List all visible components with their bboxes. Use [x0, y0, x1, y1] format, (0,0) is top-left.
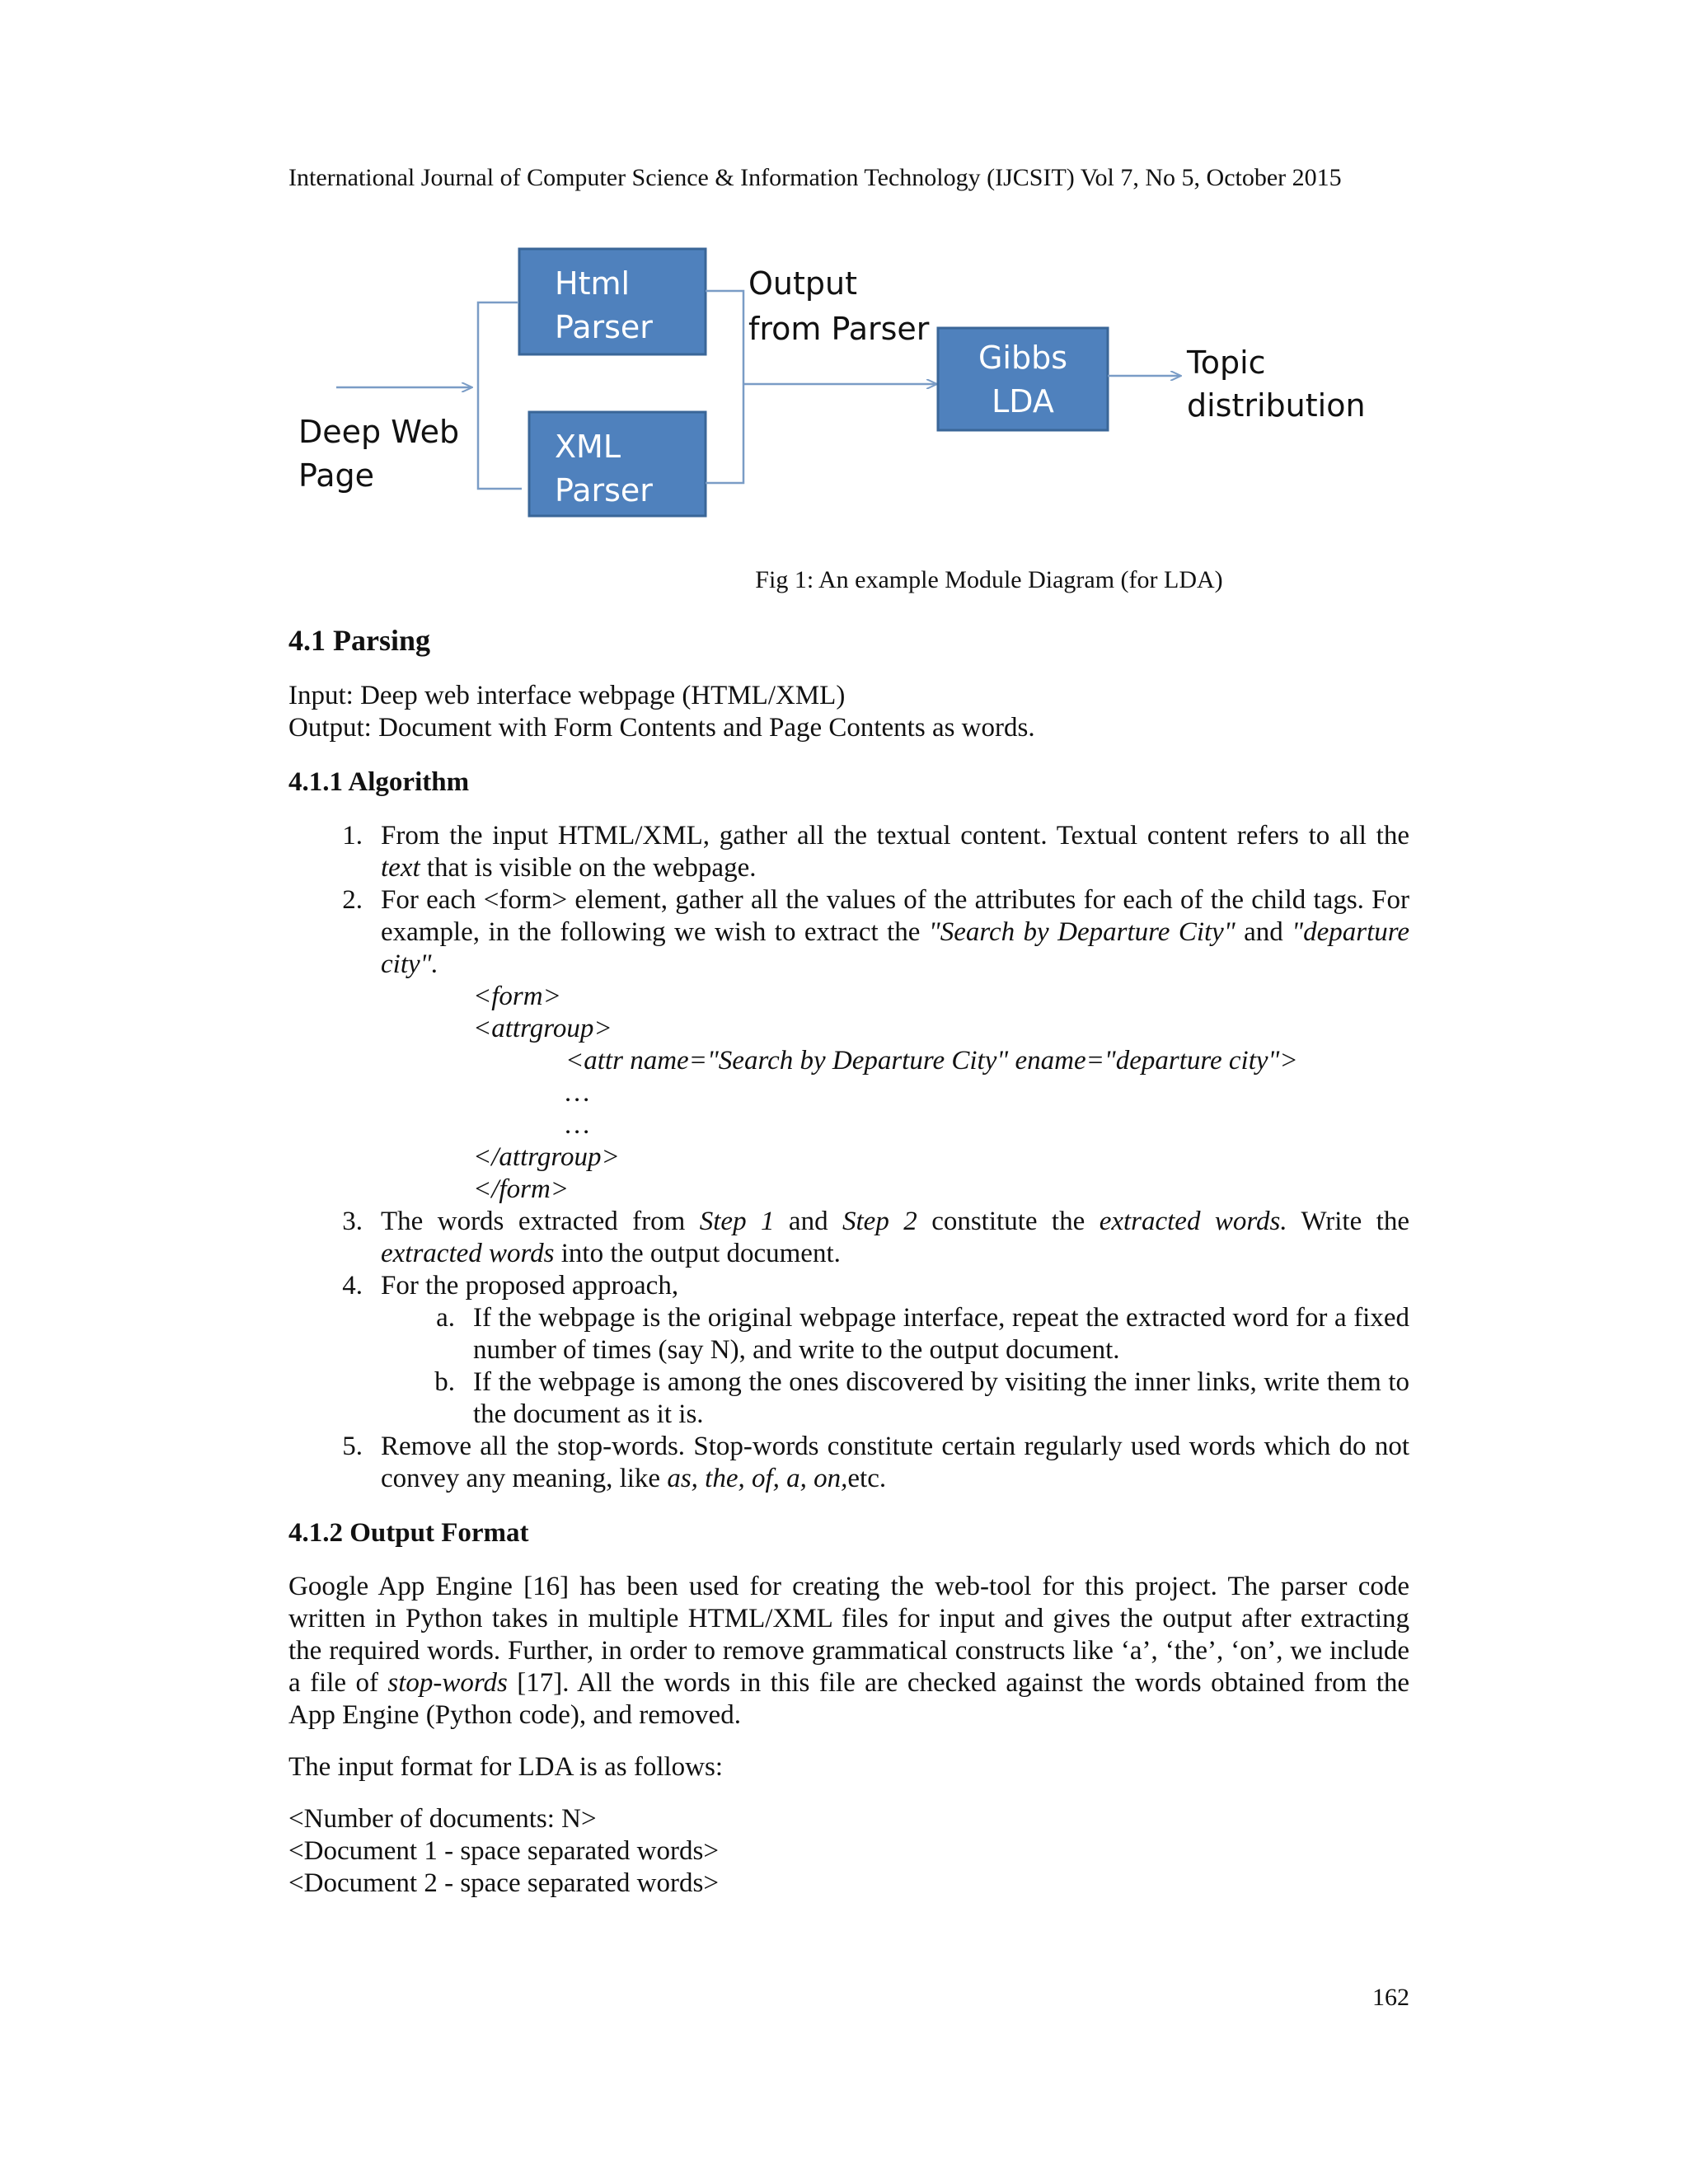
- paragraph-emphasis: stop-words: [387, 1668, 508, 1698]
- step-text: that is visible on the webpage.: [420, 853, 757, 883]
- step-number: 1.: [342, 821, 363, 851]
- algorithm-heading: 4.1.1 Algorithm: [288, 767, 470, 797]
- body-text: [288, 622, 1409, 1900]
- sub-step-letter: a.: [436, 1303, 455, 1333]
- module-diagram-svg: [288, 239, 1409, 527]
- step-text: etc.: [847, 1464, 887, 1493]
- output-format-heading: 4.1.2 Output Format: [288, 1518, 529, 1548]
- step-emphasis: "departure city".: [381, 917, 1409, 979]
- step-emphasis: extracted words: [381, 1239, 555, 1268]
- step-text: constitute the: [917, 1207, 1100, 1236]
- code-line: <attr name="Search by Departure City" ename="departure city">: [565, 1046, 1298, 1076]
- step-emphasis: Step 1: [699, 1207, 775, 1236]
- step-text: and: [774, 1207, 843, 1236]
- sub-step-text: If the webpage is the original webpage interface, repeat the extracted word for a fixed number of times (say N), and write to the output document.: [473, 1303, 1409, 1365]
- sub-step-text: If the webpage is among the ones discovered by visiting the inner links, write them to the document as it is.: [473, 1367, 1409, 1429]
- code-example: [381, 981, 1409, 1206]
- running-header: International Journal of Computer Science & Information Technology (IJCSIT) Vol 7, No 5, October 2015: [288, 164, 1342, 191]
- xml-parser-label-line2: Parser: [555, 472, 653, 509]
- code-line: <form>: [473, 982, 561, 1011]
- algorithm-step: [288, 820, 1409, 884]
- input-line: Input: Deep web interface webpage (HTML/XML): [288, 681, 846, 710]
- figure-caption: Fig 1: An example Module Diagram (for LDA): [755, 566, 1223, 593]
- input-label-line2: Page: [298, 457, 374, 494]
- sub-step: [381, 1366, 1409, 1431]
- step-number: 2.: [342, 885, 363, 915]
- output-line: Output: Document with Form Contents and Page Contents as words.: [288, 713, 1035, 743]
- sub-step-letter: b.: [434, 1367, 455, 1397]
- format-line: <Document 2 - space separated words>: [288, 1868, 719, 1898]
- step-number: 5.: [342, 1432, 363, 1461]
- step-text: into the output document.: [554, 1239, 841, 1268]
- page-number: 162: [1372, 1984, 1409, 2011]
- step-emphasis: as, the, of, a, on,: [667, 1464, 848, 1493]
- section-heading: 4.1 Parsing: [288, 624, 431, 657]
- step-text: The words extracted from: [381, 1207, 700, 1236]
- step-text: Remove all the stop-words. Stop-words constitute certain regularly used words which do not convey any meaning, like: [381, 1432, 1409, 1493]
- module-diagram: [288, 239, 1409, 527]
- algorithm-steps: [288, 820, 1409, 1495]
- algorithm-step: [288, 1270, 1409, 1431]
- step-text: For each <form> element, gather all the values of the attributes for each of the child tags. For example, in the following we wish to extract the: [381, 885, 1409, 947]
- step-emphasis: extracted words.: [1099, 1207, 1287, 1236]
- step-text: For the proposed approach,: [381, 1271, 679, 1301]
- step-emphasis: "Search by Departure City": [928, 917, 1236, 947]
- step-emphasis: Step 2: [842, 1207, 917, 1236]
- output-label-line2: from Parser: [748, 311, 930, 347]
- step-text: From the input HTML/XML, gather all the textual content. Textual content refers to all the: [381, 821, 1409, 851]
- step-number: 4.: [342, 1271, 363, 1301]
- paragraph-text: Google App Engine [16] has been used for creating the web-tool for this project. The parser code written in Python takes in multiple HTML/XML files for input and gives the output after extracting the required words. Further, in order to remove grammatical constructs like ‘a’, ‘the’, ‘on’, we include a file of: [288, 1572, 1409, 1698]
- code-line: <attrgroup>: [473, 1014, 612, 1043]
- format-line: <Document 1 - space separated words>: [288, 1836, 719, 1866]
- code-line: </attrgroup>: [473, 1142, 620, 1172]
- gibbs-lda-label-line2: LDA: [992, 383, 1054, 419]
- step-text: Write the: [1287, 1207, 1409, 1236]
- algorithm-step: [288, 1206, 1409, 1270]
- xml-parser-label-line1: XML: [555, 429, 621, 465]
- output-format-paragraph: [288, 1571, 1409, 1732]
- format-line: <Number of documents: N>: [288, 1804, 597, 1834]
- code-line: </form>: [473, 1174, 570, 1204]
- paragraph-text: [17]. All the words in this file are checked against the words obtained from the App Engine (Python code), and removed.: [288, 1668, 1410, 1730]
- code-line: …: [565, 1078, 590, 1108]
- merge-connector: [706, 291, 743, 483]
- algorithm-step: [288, 884, 1409, 1206]
- result-label-line2: distribution: [1187, 387, 1366, 424]
- step-text: and: [1235, 917, 1292, 947]
- split-connector: [478, 302, 522, 489]
- algorithm-step: [288, 1431, 1409, 1495]
- html-parser-label-line2: Parser: [555, 309, 653, 345]
- input-format-intro: The input format for LDA is as follows:: [288, 1752, 724, 1782]
- html-parser-label-line1: Html: [555, 265, 631, 302]
- sub-step: [381, 1302, 1409, 1366]
- step-number: 3.: [342, 1207, 363, 1236]
- step-emphasis: text: [381, 853, 420, 883]
- gibbs-lda-label-line1: Gibbs: [978, 340, 1068, 376]
- input-label-line1: Deep Web: [298, 414, 460, 450]
- result-label-line1: Topic: [1187, 344, 1266, 381]
- code-line: …: [565, 1110, 590, 1140]
- output-label-line1: Output: [748, 265, 857, 302]
